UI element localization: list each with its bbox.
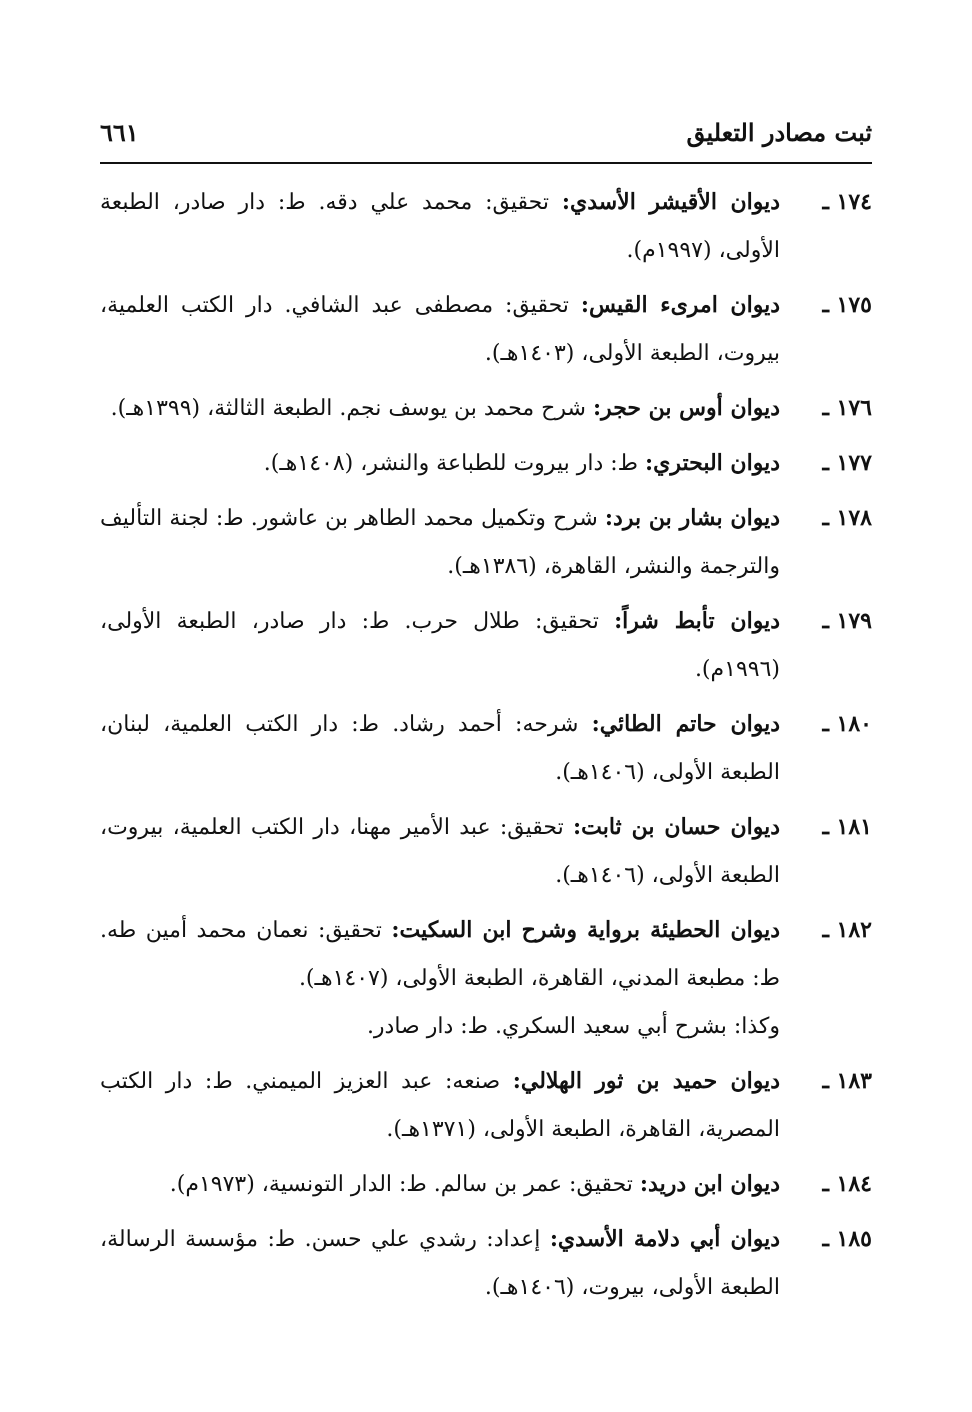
entry-text xyxy=(100,494,780,591)
entry-number: ١٨٢ ـ xyxy=(822,917,872,943)
entry-body: تحقيق: مصطفى عبد الشافي. دار الكتب العلمية، بيروت، الطبعة الأولى، (١٤٠٣هـ). xyxy=(100,293,780,366)
entry-number: ١٧٩ ـ xyxy=(822,608,872,634)
entry-title: ديوان حاتم الطائي: xyxy=(591,711,781,737)
running-header xyxy=(100,112,872,162)
bibliography-list xyxy=(100,178,872,1318)
entry-title: ديوان البحتري: xyxy=(645,450,780,476)
entry-body: تحقيق: عبد الأمير مهنا، دار الكتب العلمية، بيروت، الطبعة الأولى، (١٤٠٦هـ). xyxy=(100,815,780,888)
entry-body: تحقيق: عمر بن سالم. ط: الدار التونسية، (١٩٧٣م). xyxy=(169,1172,633,1197)
bibliography-entry xyxy=(100,494,872,591)
entry-title: ديوان أبي دلامة الأسدي: xyxy=(549,1226,780,1252)
bibliography-entry xyxy=(100,906,872,1051)
entry-number: ١٨١ ـ xyxy=(822,814,872,840)
entry-title: ديوان حميد بن ثور الهلالي: xyxy=(512,1068,781,1094)
entry-text xyxy=(100,1160,780,1209)
bibliography-entry xyxy=(100,384,872,433)
entry-body: شرح محمد بن يوسف نجم. الطبعة الثالثة، (١٣٩٩هـ). xyxy=(110,396,586,421)
entry-number: ١٧٥ ـ xyxy=(822,292,872,318)
entry-extra-note: وكذا: بشرح أبي سعيد السكري. ط: دار صادر. xyxy=(366,1014,780,1039)
entry-body: إعداد: رشدي علي حسن. ط: مؤسسة الرسالة، الطبعة الأولى، بيروت، (١٤٠٦هـ). xyxy=(100,1227,780,1300)
page-number: ٦٦١ xyxy=(100,118,139,147)
bibliography-entry xyxy=(100,597,872,694)
entry-body: ط: دار بيروت للطباعة والنشر، (١٤٠٨هـ). xyxy=(263,451,638,476)
entry-number: ١٨٣ ـ xyxy=(822,1068,872,1094)
entry-text xyxy=(100,1215,780,1312)
entry-body: شرح وتكميل محمد الطاهر بن عاشور. ط: لجنة التأليف والترجمة والنشر، القاهرة، (١٣٨٦هـ). xyxy=(100,506,780,579)
entry-number: ١٨٤ ـ xyxy=(822,1171,872,1197)
entry-text xyxy=(100,178,780,275)
entry-body: تحقيق: نعمان محمد أمين طه. ط: مطبعة المدني، القاهرة، الطبعة الأولى، (١٤٠٧هـ). xyxy=(100,918,780,991)
entry-text xyxy=(100,384,780,433)
entry-text xyxy=(100,597,780,694)
header-rule xyxy=(100,162,872,164)
entry-number: ١٨٠ ـ xyxy=(822,711,872,737)
header-title: ثبت مصادر التعليق xyxy=(686,118,872,147)
bibliography-entry xyxy=(100,439,872,488)
entry-number: ١٧٦ ـ xyxy=(822,395,872,421)
bibliography-entry xyxy=(100,178,872,275)
bibliography-entry xyxy=(100,281,872,378)
entry-text xyxy=(100,439,780,488)
entry-text xyxy=(100,700,780,797)
entry-title: ديوان ابن دريد: xyxy=(639,1171,780,1197)
bibliography-entry xyxy=(100,1057,872,1154)
entry-number: ١٧٧ ـ xyxy=(822,450,872,476)
entry-text xyxy=(100,281,780,378)
entry-text xyxy=(100,803,780,900)
entry-number: ١٧٤ ـ xyxy=(822,189,872,215)
entry-title: ديوان بشار بن برد: xyxy=(604,505,780,531)
bibliography-entry xyxy=(100,1215,872,1312)
bibliography-entry xyxy=(100,803,872,900)
entry-title: ديوان تأبط شراً: xyxy=(614,608,780,634)
entry-body: تحقيق: محمد علي دقه. ط: دار صادر، الطبعة الأولى، (١٩٩٧م). xyxy=(100,190,780,263)
entry-title: ديوان أوس بن حجر: xyxy=(592,395,780,421)
entry-title: ديوان حسان بن ثابت: xyxy=(573,814,780,840)
entry-title: ديوان امرىء القيس: xyxy=(580,292,780,318)
entry-title: ديوان الحطيئة برواية وشرح ابن السكيت: xyxy=(391,917,780,943)
entry-text xyxy=(100,1057,780,1154)
entry-number: ١٨٥ ـ xyxy=(822,1226,872,1252)
entry-body: صنعه: عبد العزيز الميمني. ط: دار الكتب المصرية، القاهرة، الطبعة الأولى، (١٣٧١هـ). xyxy=(100,1069,780,1142)
entry-title: ديوان الأقيشر الأسدي: xyxy=(561,189,781,215)
entry-number: ١٧٨ ـ xyxy=(822,505,872,531)
entry-body: شرحه: أحمد رشاد. ط: دار الكتب العلمية، لبنان، الطبعة الأولى، (١٤٠٦هـ). xyxy=(100,712,780,785)
entry-text xyxy=(100,906,780,1003)
bibliography-entry xyxy=(100,1160,872,1209)
bibliography-entry xyxy=(100,700,872,797)
entry-body: تحقيق: طلال حرب. ط: دار صادر، الطبعة الأولى، (١٩٩٦م). xyxy=(100,609,780,682)
